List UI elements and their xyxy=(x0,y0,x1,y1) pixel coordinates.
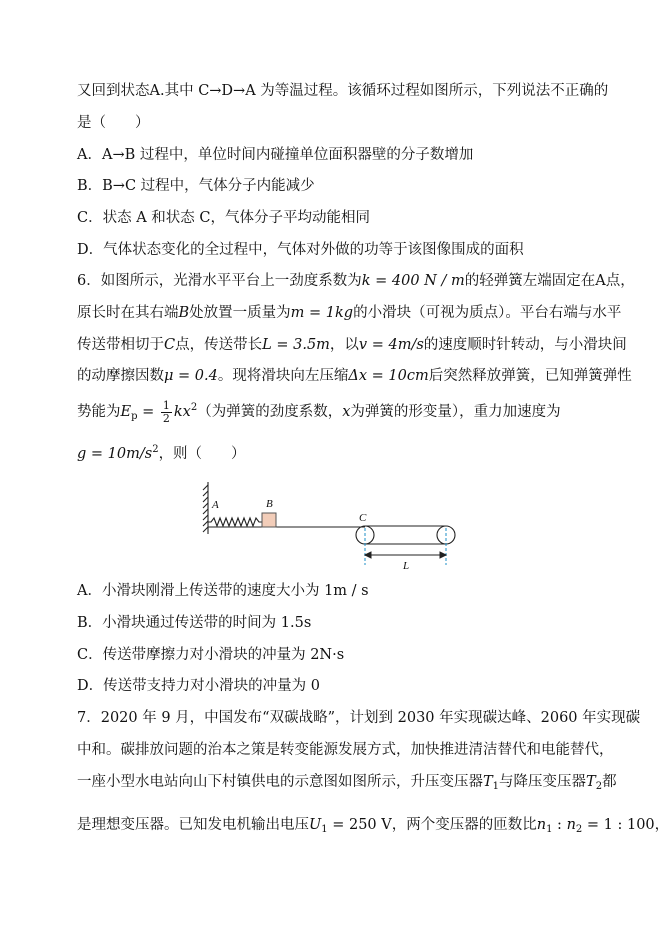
spring-constant: k = 400 N / m xyxy=(361,273,465,289)
belt-speed: v = 4m/s xyxy=(358,337,424,353)
q7-line-3: 一座小型水电站向山下村镇供电的示意图如图所示，升压变压器$T_1$与降压变压器$T_2$都 xyxy=(77,774,617,792)
q5-option-a: A．A→B 过程中，单位时间内碰撞单位面积器壁的分子数增加 xyxy=(77,147,474,163)
half-fraction: $\frac{1}{2}$ xyxy=(162,398,170,425)
q6-line-2: 原长时在其右端B处放置一质量为m = 1kg的小滑块（可视为质点）。平台右端与水平 xyxy=(77,305,622,321)
q6-line-4: 的动摩擦因数μ = 0.4。现将滑块向左压缩Δx = 10cm后突然释放弹簧，已知弹簧弹性 xyxy=(77,368,632,384)
q6-line-6: $g = 10m/s^2$，则（ ） xyxy=(77,444,246,462)
q5-option-b: B．B→C 过程中，气体分子内能减少 xyxy=(77,178,315,194)
q5-line-2: 是（ ） xyxy=(77,115,150,131)
q6-line-1: 6．如图所示，光滑水平平台上一劲度系数为k = 400 N / m的轻弹簧左端固定在A点， xyxy=(77,273,635,289)
belt-length: L = 3.5m xyxy=(262,337,330,353)
gravity: g = 10m/s xyxy=(77,446,153,462)
q5-option-c: C．状态 A 和状态 C，气体分子平均动能相同 xyxy=(77,210,370,226)
q7-line-2: 中和。碳排放问题的治本之策是转变能源发展方式，加快推进清洁替代和电能替代， xyxy=(77,742,614,758)
label-a: A xyxy=(212,499,219,511)
spring-conveyor-figure xyxy=(195,470,475,575)
q6-option-a: A．小滑块刚滑上传送带的速度大小为 1m / s xyxy=(77,583,369,599)
spring xyxy=(208,518,262,526)
q6-line-5: 势能为$E_p$ = $\frac{1}{2}$ $kx^2$（为弹簧的劲度系数，x为弹簧的形变量），重力加速度为 xyxy=(77,398,561,425)
block-mass: m = 1kg xyxy=(290,305,354,321)
q5-line-1: 又回到状态A.其中 C→D→A 为等温过程。该循环过程如图所示，下列说法不正确的 xyxy=(77,83,609,99)
block-b xyxy=(262,513,276,527)
friction-coefficient: μ = 0.4 xyxy=(164,368,218,384)
q6-line-3: 传送带相切于C点，传送带长L = 3.5m，以v = 4m/s的速度顺时针转动，与小滑块间 xyxy=(77,337,627,353)
compression: Δx = 10cm xyxy=(348,368,429,384)
q7-line-4: 是理想变压器。已知发电机输出电压$U_1 = 250$ V，两个变压器的匝数比$n_1$ : $n_2 = 1$ : 100， xyxy=(77,817,669,835)
label-l: L xyxy=(403,560,410,572)
q7-line-1: 7．2020 年 9 月，中国发布“双碳战略”，计划到 2030 年实现碳达峰、2060 年实现碳 xyxy=(77,710,641,726)
label-c: C xyxy=(359,512,367,524)
q6-option-b: B．小滑块通过传送带的时间为 1.5s xyxy=(77,615,312,631)
q5-option-d: D．气体状态变化的全过程中，气体对外做的功等于该图像围成的面积 xyxy=(77,242,524,258)
q6-option-d: D．传送带支持力对小滑块的冲量为 0 xyxy=(77,678,320,694)
label-b: B xyxy=(266,498,273,510)
q6-option-c: C．传送带摩擦力对小滑块的冲量为 2N·s xyxy=(77,647,345,663)
